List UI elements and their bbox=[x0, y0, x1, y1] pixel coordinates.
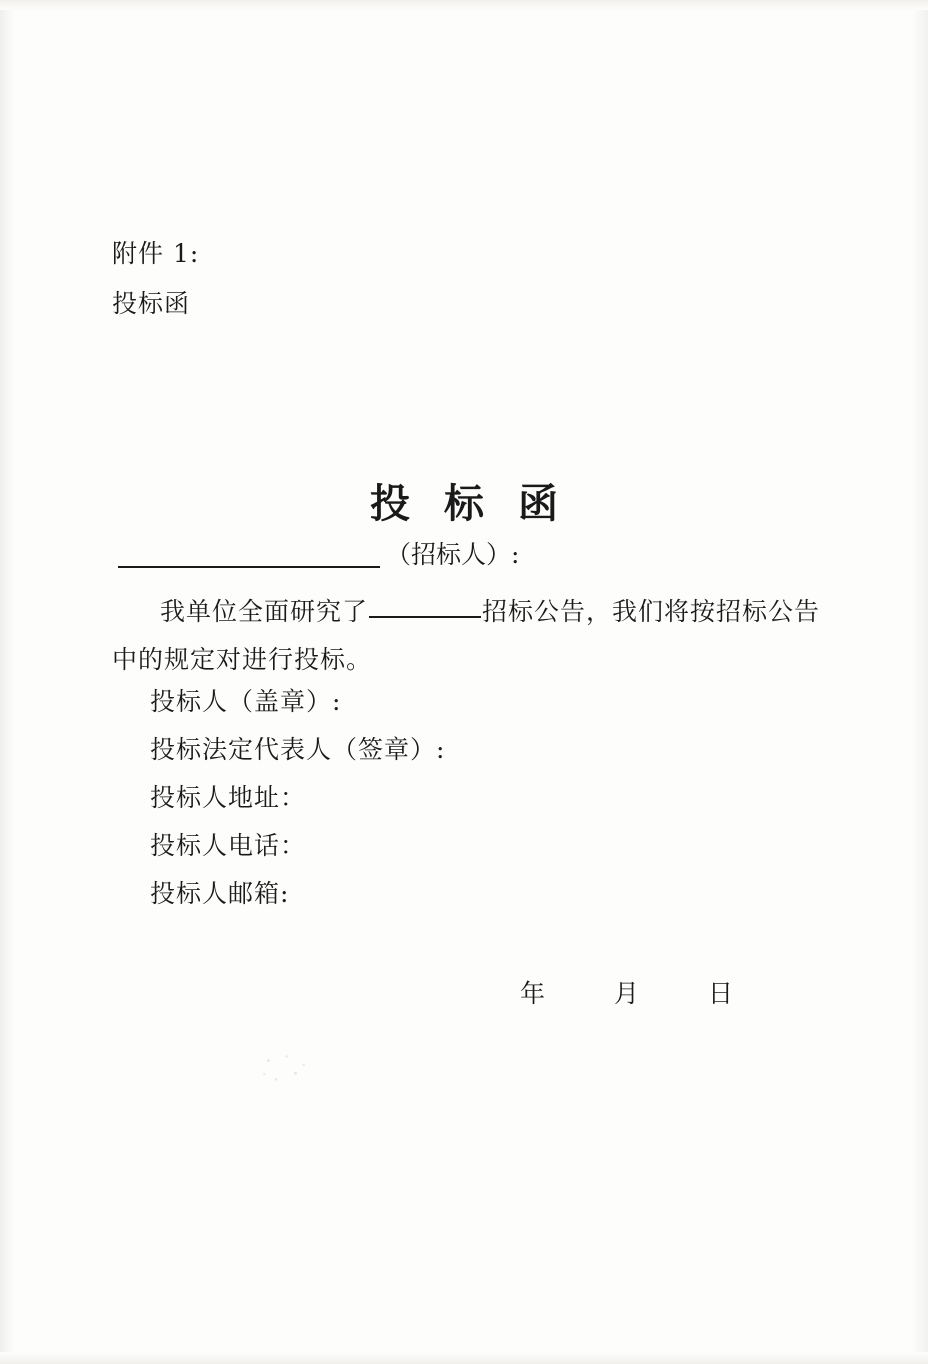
paper-edge-top bbox=[0, 0, 928, 10]
paper-edge-right bbox=[912, 0, 928, 1364]
paper-edge-bottom bbox=[0, 1352, 928, 1364]
date-day-label: 日 bbox=[708, 979, 735, 1008]
paper-edge-left bbox=[0, 0, 14, 1364]
project-blank-line[interactable] bbox=[369, 594, 481, 618]
attachment-subtitle: 投标函 bbox=[112, 289, 191, 318]
list-item: 投标人邮箱: bbox=[150, 879, 290, 908]
addressee-suffix: （招标人）: bbox=[386, 540, 520, 569]
list-item: 投标人（盖章）: bbox=[150, 687, 342, 716]
addressee-blank-line[interactable] bbox=[118, 540, 380, 568]
list-item: 投标法定代表人（签章）: bbox=[150, 735, 446, 764]
body-paragraph bbox=[112, 588, 858, 684]
body-text-part2: 招标公告，我们将按招标公告 bbox=[482, 597, 821, 626]
date-year-label: 年 bbox=[520, 979, 547, 1008]
list-item: 投标人电话： bbox=[150, 831, 307, 860]
date-month-label: 月 bbox=[614, 979, 641, 1008]
page-title: 投标函 bbox=[370, 480, 592, 527]
body-text-part1: 我单位全面研究了 bbox=[160, 597, 369, 626]
field-list bbox=[150, 678, 445, 918]
attachment-label: 附件 1: bbox=[112, 239, 200, 268]
date-row bbox=[520, 974, 734, 1010]
list-item: 投标人地址： bbox=[150, 783, 307, 812]
scan-smudge bbox=[258, 1048, 310, 1090]
body-text-part3: 中的规定对进行投标。 bbox=[112, 645, 373, 674]
addressee-row bbox=[118, 540, 519, 568]
